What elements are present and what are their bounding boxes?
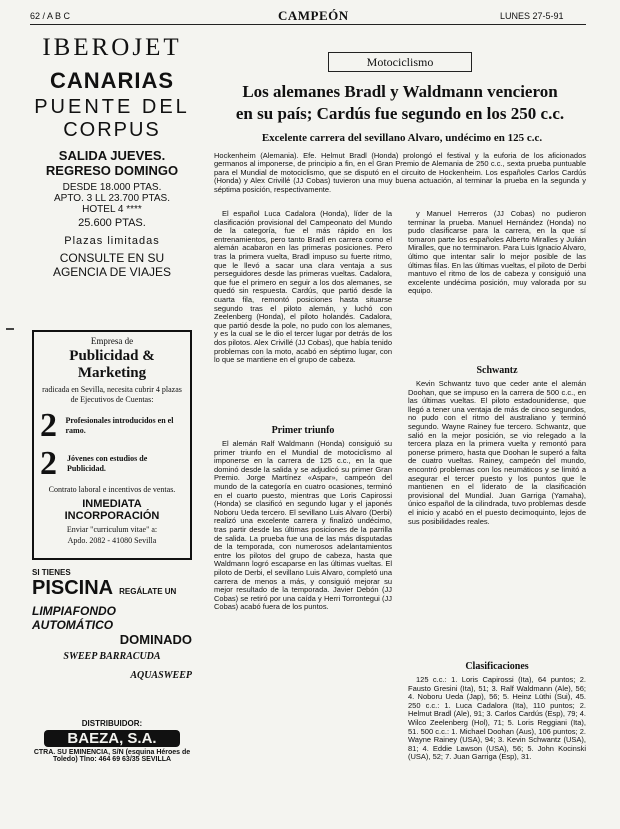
- job-ad-item-text: Profesionales introducidos en el ramo.: [65, 416, 174, 435]
- travel-cta: CONSULTE EN SU: [59, 251, 165, 265]
- article-subheading: Primer triunfo: [271, 425, 335, 436]
- pool-ad-distributor: BAEZA, S.A.: [44, 730, 180, 747]
- iberojet-logo: IBEROJET: [42, 34, 182, 61]
- issue-date: LUNES 27-5-91: [500, 11, 564, 21]
- article-subheading: Clasificaciones: [465, 661, 529, 672]
- travel-destination: CANARIAS: [49, 68, 175, 93]
- results-text: 125 c.c.: 1. Loris Capirossi (Ita), 64 puntos; 2. Fausto Gresini (Ita), 51; 3. Ralf Waldmann (Ale), 56; 4. Noboru Ueda (Jap), 56; 5. Heinz Lüthi (Sui), 45. 250 c.c.: 1. Luca Cadalora (Ita), 110 puntos; 2. Helmut Bradl (Ale), 91; 3. Carlos Cardús (Esp), 79; 4. Wilco Zeelenberg (Hol), 71; 5. Loris Reggiani (Ita), 51. 500 c.c.: 1. Michael Doohan (Aus), 106 puntos; 2. Wayne Rainey (USA), 94; 3. Kevin Schwantz (USA), 81; 4. Eddie Lawson (USA), 56; 5. John Kocinski (USA), 52; 7. Juan Garriga (Esp), 31.: [408, 676, 586, 762]
- article-paragraph: Kevin Schwantz tuvo que ceder ante el alemán Doohan, que se impuso en la carrera de 500 c.c., en las últimas vueltas. El piloto estadounidense, que llegó a tener una ventaja de más de cinco segundos, no pudo con el ritmo del australiano y terminó segundo. Wayne Rainey fue tercero. Schwantz, que salió en la mejor posición, se vio relegado a la tercera plaza en la primera vuelta y remontó para ponerse primero, hasta que Doohan le superó a falta de cuatro vueltas. Rainey, campeón del mundo, encontró problemas con los neumáticos y se limitó a asegurar el tercer puesto y los puntos que le mantienen en el liderato de la clasificación provisional del Mundial. Juan Garriga (Yamaha), único español de la cilindrada, tuvo problemas desde el inicio y acabó en el puesto decimoquinto, lejos de sus posibilidades reales.: [408, 380, 586, 526]
- job-ad-item: [40, 447, 184, 481]
- travel-price: APTO. 3 LL 23.700 PTAS.: [54, 193, 170, 204]
- pool-ad: [32, 568, 192, 808]
- travel-hotel: HOTEL 4 ****: [82, 204, 142, 215]
- pool-ad-address: CTRA. SU EMINENCIA, S/N (esquina Héroes de Toledo) Tlno: 464 69 63/35 SEVILLA: [33, 749, 191, 763]
- article-subhead: Excelente carrera del sevillano Alvaro, undécimo en 125 c.c.: [261, 132, 543, 144]
- travel-line: REGRESO DOMINGO: [45, 163, 179, 178]
- section-title: CAMPEÓN: [278, 8, 349, 23]
- article-paragraph: y Manuel Herreros (JJ Cobas) no pudieron terminar la prueba. Manuel Hernández (Honda) no pudo clasificarse para la carrera, en la que sí tomaron parte los españoles Alberto Miralles y Julián Miralles, que no terminaron. Para Luis Ignacio Alvaro, último que intentar salir lo mejor posible de las últimas filas. En las últimas vueltas, el piloto de Derbi mantuvo el ritmo de los de cabeza y consiguió una excelente undécima posición, muy valorada por su equipo.: [408, 210, 586, 296]
- article-headline: Los alemanes Bradl y Waldmann vencieron: [242, 82, 558, 101]
- article-paragraph: El español Luca Cadalora (Honda), líder de la clasificación provisional del Campeonato del Mundo de la categoría, fue el más rápido en los entrenamientos, pero tanto Bradl en carrera como el alemán acabaron en las primeras posiciones. Pero tras la primera vuelta, Bradl impuso su fuerte ritmo, que le llevó a sacar una clara ventaja a sus perseguidores desde las primeras vueltas. Cadalora, que fue el primero en seguir a los dos alemanes, se quedó sin respuesta. Cardús, que partió desde la cuarta fila, remontó posiciones hasta situarse segundo tras el piloto alemán, y luchó con Zeelenberg (Honda), el piloto holandés. Cadalora, que partió desde la pole, no pudo con los alemanes, y es la cual se le dio el tercer lugar por detrás de los dos pilotos. Alex Crivillé (JJ Cobas), que había tenido problemas con la moto, acabó en séptimo lugar, con lo que se mantiene en el grupo de cabeza.: [214, 210, 392, 365]
- job-ad-highlight: INMEDIATA: [82, 498, 142, 510]
- article-lead: Hockenheim (Alemania). Efe. Helmut Bradl (Honda) prolongó el festival y la euforia de los aficionados germanos al imponerse, de principio a fin, en el Gran Premio de Alemania de 250 c.c., sexta prueba puntuable para el Mundial de motociclismo, que se disputó en el circuito de Hockenheim. Los españoles Carlos Cardús (Honda) y Alex Crivillé (JJ Cobas) tuvieron una muy buena actuación, al terminar la prueba en la segunda y séptima posición, respectivamente.: [214, 151, 586, 194]
- job-ad-intro: Empresa de: [90, 336, 134, 346]
- page-number: 62 / A B C: [30, 11, 71, 21]
- pool-ad-heading: [32, 577, 192, 600]
- travel-line: PUENTE DEL: [34, 96, 190, 118]
- header-rule: [30, 24, 586, 25]
- job-ad-text: radicada en Sevilla, necesita cubrir 4 plazas de Ejecutivos de Cuentas:: [42, 385, 182, 404]
- article-column: [214, 210, 392, 416]
- pool-ad-brand: SWEEP BARRACUDA: [63, 651, 161, 662]
- job-ad-text: Contrato laboral e incentivos de ventas.: [48, 485, 176, 494]
- travel-price: 25.600 PTAS.: [78, 217, 146, 229]
- page-header: [0, 0, 620, 30]
- article-column: [214, 440, 392, 820]
- pool-ad-product: LIMPIAFONDO AUTOMÁTICO: [32, 604, 116, 632]
- article-column: [408, 210, 586, 354]
- travel-line: CORPUS: [63, 119, 161, 141]
- job-ad-number: 2: [40, 407, 57, 444]
- article-column: [408, 380, 586, 654]
- job-ad-item: [40, 409, 184, 443]
- article-headline: en su país; Cardús fue segundo en los 250 c.c.: [235, 104, 565, 123]
- pool-ad-title: PISCINA: [32, 577, 114, 599]
- pool-ad-brand: DOMINADO: [119, 632, 192, 647]
- job-ad-title: Publicidad & Marketing: [69, 348, 155, 381]
- job-ad-address: Apdo. 2082 - 41080 Sevilla: [67, 536, 157, 545]
- travel-note: Plazas limitadas: [64, 235, 160, 247]
- fold-mark: [6, 328, 14, 330]
- pool-ad-brand: AQUASWEEP: [130, 670, 192, 681]
- travel-cta: AGENCIA DE VIAJES: [52, 265, 172, 279]
- pool-ad-intro: SI TIENES: [32, 568, 71, 577]
- travel-price: DESDE 18.000 PTAS.: [62, 182, 162, 193]
- article-paragraph: El alemán Ralf Waldmann (Honda) consiguió su primer triunfo en el Mundial de motociclismo al imponerse en la carrera de 125 c.c., en la que dominó desde la salida y se adjudicó su primer Gran Premio. Jorge Martínez «Aspar», campeón del mundo de la categoría en cuatro ocasiones, terminó en el cuarto puesto, mientras que Loris Capirossi (Honda) se clasificó en segundo lugar y el japonés Noboru Ueda tercero. El sevillano Luis Alvaro (Derbi) realizó una excelente carrera y finalizó undécimo, tras partir desde las últimas posiciones de la parrilla de salida. La prueba fue una de las más disputadas de la temporada, con numerosos adelantamientos entre los pilotos del grupo de cabeza, hasta que Waldmann logró escaparse en las últimas vueltas. El piloto de Derbi, el sevillano Luis Alvaro, completó una carrera de menos a más, y consiguió mejorar su mejor resultado de la temporada. Javier Debón (JJ Cobas) se retiró por una caída y Herri Torrontegui (JJ Cobas) acabó fuera de los puntos.: [214, 440, 392, 612]
- pool-ad-subtitle: REGÁLATE UN: [119, 587, 177, 596]
- article-subheading: Schwantz: [476, 365, 518, 376]
- section-label: Motociclismo: [328, 52, 472, 72]
- job-ad: [32, 330, 192, 560]
- job-ad-highlight: INCORPORACIÓN: [64, 510, 160, 522]
- job-ad-text: Enviar "curriculum vitae" a:: [66, 525, 158, 534]
- travel-line: SALIDA JUEVES.: [58, 148, 166, 163]
- results-column: [408, 676, 586, 820]
- job-ad-number: 2: [40, 445, 57, 482]
- pool-ad-distributor-label: DISTRIBUIDOR:: [81, 719, 143, 728]
- travel-ad: [32, 32, 192, 317]
- job-ad-item-text: Jóvenes con estudios de Publicidad.: [67, 454, 148, 473]
